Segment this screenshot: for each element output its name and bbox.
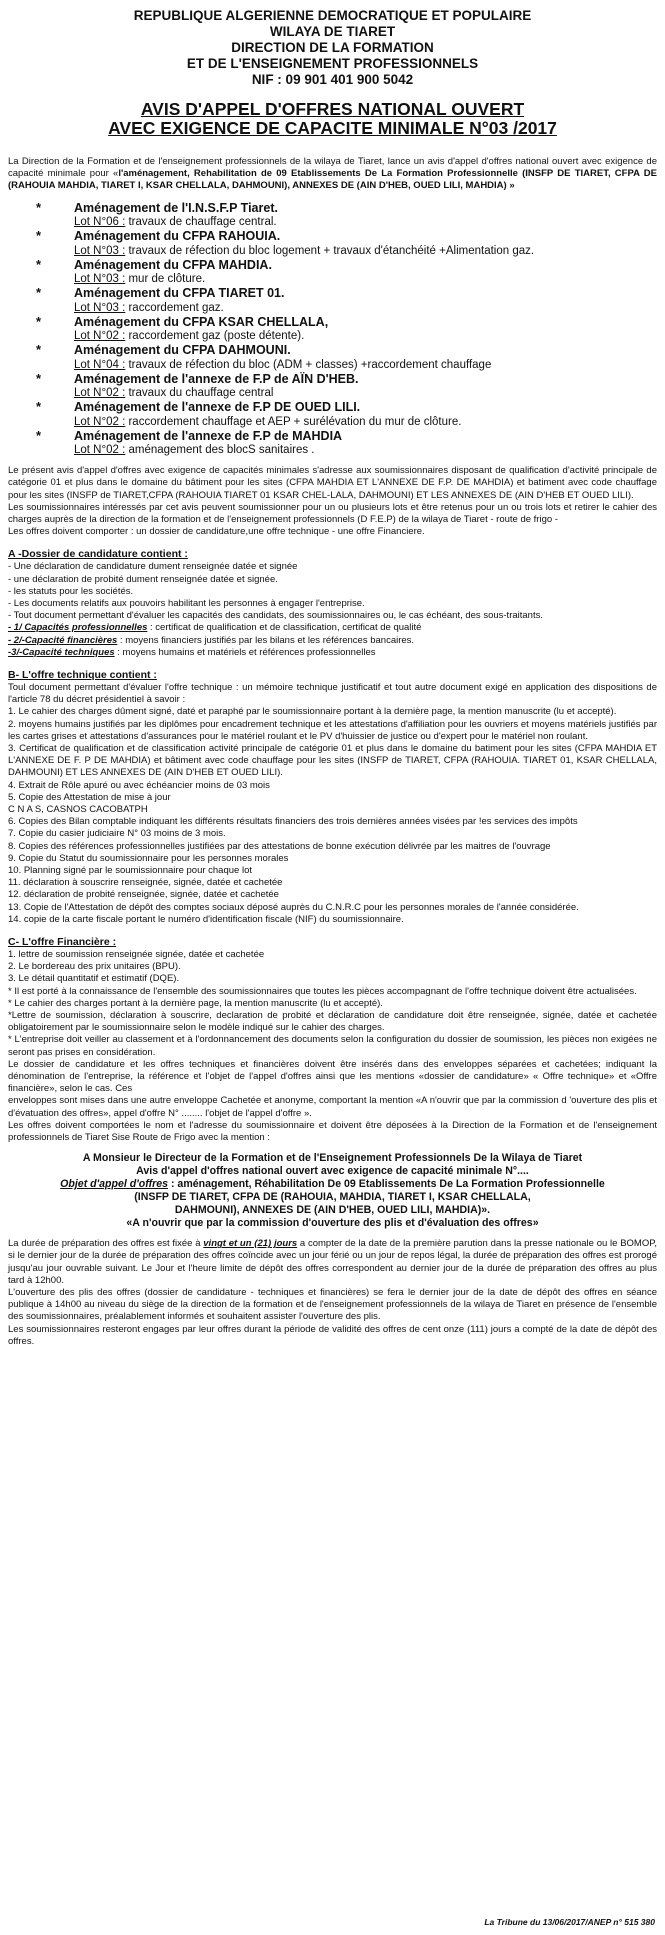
section-b-items [8,706,657,926]
intro-text: La Direction de la Formation et de l'enseignement professionnels de la wilaya de Tiaret, lance un avis d'appel d'offres national ouvert avec exigence de capacité minimale pour « [8,156,657,180]
technical-offer-item: 2. moyens humains justifiés par les diplômes pour encadrement technique et les attestations d'affiliation pour les ouvriers et moyens matériels justifiés par les cartes grises et attestations d'assurances pour le matériel roulant et le PV d'huissier de justice ou d'expert pour le matériel non roulant. [8,718,657,742]
address-mention: «A n'ouvrir que par la commission d'ouverture des plis et d'évaluation des offres» [126,1217,539,1230]
lot-title: Aménagement du CFPA RAHOUIA. [74,229,281,244]
lot-item [8,229,657,258]
technical-offer-item: 7. Copie du casier judiciaire N° 03 moins de 3 mois. [8,828,226,840]
offer-composition-paragraph: Les offres doivent comporter : un dossier de candidature,une offre technique - une offre Financiere. [8,526,425,538]
address-recipient: A Monsieur le Directeur de la Formation et de l'Enseignement Professionnels De la Wilaya de Tiaret [82,1152,583,1165]
bullet-star-icon: * [36,285,42,301]
lot-number: Lot N°03 : [74,273,126,286]
title-line: AVIS D'APPEL D'OFFRES NATIONAL OUVERT [140,99,525,119]
lot-description [74,386,657,400]
address-block [8,1152,657,1230]
lot-number: Lot N°02 : [74,444,126,457]
lots-list [8,201,657,458]
lot-work: raccordement chauffage et AEP + surélévation du mur de clôture. [125,415,462,428]
address-object-line: DAHMOUNI), ANNEXES DE (AIN D'HEB, OUED LILI, MAHDIA)». [174,1204,491,1217]
lot-description [74,443,657,457]
lot-item [8,343,657,372]
issuer-header [8,8,657,88]
financial-offer-item: * Il est porté à la connaissance de l'ensemble des soumissionnaires que toutes les pièces accompagnant de l'offre technique doivent être actualisées. [8,985,637,997]
lot-title: Aménagement de l'annexe de F.P de MAHDIA [74,428,343,443]
header-line: DIRECTION DE LA FORMATION [231,40,434,55]
bullet-star-icon: * [36,256,42,272]
capacity-item [8,647,657,659]
capacity-text: : moyens humains et matériels et références professionnelles [114,646,376,658]
lot-description [74,415,657,429]
header-nif: NIF : 09 901 401 900 5042 [251,72,414,87]
closing-opening: L'ouverture des plis des offres (dossier de candidature - techniques et financières) se fera le dernier jour de la date de dépôt des offres en séance publique à 14h00 au niveau du siège de la direction de la formation et de l'enseignement professionnels de la wilaya de Tiaret en présence de l'ensemble des soumissionnaires, préalablement informés et souhaitent assister l'ouverture des plis. [8,1287,657,1323]
section-b-heading: B- L'offre technique contient : [8,668,157,681]
candidature-item: - Tout document permettant d'évaluer les capacités des candidats, des soumissionnaires ou, le cas échéant, des sous-traitants. [8,610,543,622]
lot-number: Lot N°02 : [74,415,126,428]
lot-number: Lot N°03 : [74,244,126,257]
technical-offer-item: 3. Certificat de qualification et de classification activité principale de catégorie 01 et plus dans le domaine du batiment pour les sites (CFPA MAHDIA ET L'ANNEXE DE F. P DE MAHDIA) et bâtiment avec code chauffage pour les sites (INSFP de TIARET, CFPA (RAHOUIA. TIARET 01, KSAR CHELLALA, DAHMOUNI) ET LES ANNEXES DE (AIN D'HEB ET OUED LILI). [8,742,657,779]
lot-item [8,315,657,344]
section-a-capacities [8,622,657,659]
technical-offer-item: 4. Extrait de Rôle apuré ou avec échéancier moins de 03 mois [8,779,270,791]
financial-offer-item: 2. Le bordereau des prix unitaires (BPU). [8,961,181,973]
lot-title: Aménagement de l'annexe de F.P DE OUED LILI. [74,400,361,415]
bullet-star-icon: * [36,199,42,215]
eligibility-paragraph: Les soumissionnaires intéressés par cet avis peuvent soumissionner pour un ou plusieurs lots et être retenus pour un ou trois lots et retirer le cahier des charges auprès de la direction de la formation et de l'enseignement professionnels (D F.E.P) de la wilaya de Tiaret - route de frigo - [8,501,657,525]
lot-work: raccordement gaz. [125,301,224,314]
lot-number: Lot N°02 : [74,330,126,343]
closing-duration-value: vingt et un (21) jours [203,1238,298,1250]
title-line: AVEC EXIGENCE DE CAPACITE MINIMALE N°03 /2017 [108,118,557,138]
technical-offer-item: 10. Planning signé par le soumissionnaire pour chaque lot [8,865,252,876]
bullet-star-icon: * [36,370,42,386]
object-label: Objet d'appel d'offres [60,1178,169,1191]
section-b-intro: Toul document permettant d'évaluer l'offre technique : un mémoire technique justificatif et tout autre document exigé en application des dispositions de l'article 78 du décret présidentiel à savoir : [8,681,657,706]
lot-work: travaux du chauffage central [125,387,274,400]
lot-description [74,272,657,286]
object-text: : aménagement, Réhabilitation De 09 Etablissements De La Formation Professionnelle [168,1178,605,1191]
lot-item [8,201,657,230]
section-c-items [8,949,657,1144]
lot-work: travaux de chauffage central. [125,216,277,229]
lot-title: Aménagement de l'annexe de F.P de AÏN D'HEB. [74,371,359,386]
technical-offer-item: 1. Le cahier des charges dûment signé, daté et paraphé par le soumissionnaire portant à la dernière page, la mention manuscrite (lu et accepté). [8,706,617,718]
technical-offer-item: 9. Copie du Statut du soumissionnaire pour les personnes morales [8,852,289,864]
lot-number: Lot N°02 : [74,387,126,400]
publication-footer: La Tribune du 13/06/2017/ANEP n° 515 380 [484,1917,655,1927]
capacity-item [8,622,657,634]
capacity-label: - 1/ Capacités professionnelles [8,622,148,634]
technical-offer-item: C N A S, CASNOS CACOBATPH [8,803,148,815]
address-object [8,1178,657,1191]
lot-item [8,429,657,458]
closing-text: a compter de la date de la première parution dans la presse nationale ou le BOMOP, si le dernier jour de la durée de préparation des offres coïncide avec un jour férié ou un jour de repos légal, la durée de préparation des offres est prorogé jusqu'au jour ouvrable suivant. Le Jour et l'heure limite de dépôt des offres correspondent au dernier jour de la durée de préparation des offres au plus tard à 12h00. [8,1238,657,1286]
lot-item [8,286,657,315]
header-line: ET DE L'ENSEIGNEMENT PROFESSIONNELS [186,56,479,71]
lot-work: travaux de réfection du bloc (ADM + classes) +raccordement chauffage [125,358,492,371]
candidature-item: - Les documents relatifs aux pouvoirs habilitant les personnes à engager l'entreprise. [8,597,365,609]
technical-offer-item: 8. Copies des références professionnelles justifiées par des attestations de bonne exécution délivrée par les maitres de l'ouvrage [8,840,551,852]
section-a-heading: A -Dossier de candidature contient : [8,548,188,561]
technical-offer-item: 13. Copie de l'Attestation de dépôt des comptes sociaux déposé auprès du C.N.R.C pour les personnes morales de l'année considérée. [8,901,579,913]
financial-offer-item: *Lettre de soumission, déclaration à souscrire, declaration de probité et déclaration de candidature doit être renseignée, signée, datée et cachetée obligatoirement par le soumissionnaire selon le modèle indiqué sur le cahier des charges. [8,1010,657,1034]
lot-description [74,358,657,372]
lot-work: mur de clôture. [125,273,206,286]
qualification-paragraph: Le présent avis d'appel d'offres avec exigence de capacités minimales s'adresse aux soumissionnaires disposant de qualification d'activité principale de catégorie 01 et plus dans le domaine du bâtiment pour les sites (CFPA MAHDIA ET L'ANNEXE DE F.P. DE MAHDIA) et batiment avec code chauffage pour les sites (INSFP de TIARET,CFPA (RAHOUIA TIARET 01 KSAR CHEL-LALA, DAHMOUNI) ET LES ANNEXES DE (AIN D'HEB ET OUED LILI). [8,465,657,501]
technical-offer-item: 11. déclaration à souscrire renseignée, signée, datée et cachetée [8,877,283,889]
financial-offer-item: * Le cahier des charges portant à la dernière page, la mention manuscrite (lu et accepté). [8,997,383,1009]
closing-validity: Les soumissionnaires resteront engages par leur offres durant la période de validité des offres de cent onze (111) jours a compté de la date de dépôt des offres. [8,1323,657,1347]
lot-number: Lot N°04 : [74,358,126,371]
lot-work: travaux de réfection du bloc logement + travaux d'étanchéité +Alimentation gaz. [125,244,535,257]
bullet-star-icon: * [36,313,42,329]
technical-offer-item: 14. copie de la carte fiscale portant le numéro d'identification fiscale (NIF) du soumissionnaire. [8,913,404,925]
lot-title: Aménagement du CFPA KSAR CHELLALA, [74,314,329,329]
financial-offer-item: Les offres doivent comportées le nom et l'adresse du soumissionnaire et doivent être déposées à la Direction de la Formation et de l'enseignement professionnels de Tiaret Sise Route de Frigo avec la mention : [8,1119,657,1144]
lot-description [74,244,657,258]
financial-offer-item: 1. lettre de soumission renseignée signée, datée et cachetée [8,949,265,961]
capacity-item [8,635,657,647]
lot-number: Lot N°03 : [74,301,126,314]
header-line: WILAYA DE TIARET [269,24,396,39]
capacity-text: : certificat de qualification et de classification, certificat de qualité [147,622,422,634]
capacity-text: : moyens financiers justifiés par les bilans et les références bancaires. [117,634,415,646]
technical-offer-item: 6. Copies des Bilan comptable indiquant les différents résultats financiers des trois dernières années visées par !es services des impôts [8,816,578,828]
notice-title [8,100,657,138]
bullet-star-icon: * [36,399,42,415]
header-line: REPUBLIQUE ALGERIENNE DEMOCRATIQUE ET POPULAIRE [133,8,532,23]
lot-item [8,400,657,429]
technical-offer-item: 12. déclaration de probité renseignée, signée, datée et cachetée [8,889,279,901]
section-a-items [8,561,657,622]
bullet-star-icon: * [36,228,42,244]
intro-bold: l'aménagement, Rehabilitation de 09 Etablissements De La Formation Professionnelle (INSFP DE TIARET, CFPA DE (RAHOUIA MAHDIA, TIARET I, KSAR CHELLALA, DAHMOUNI), ANNEXES DE (AIN D'HEB, OUED LILI, MAHDIA) » [8,168,657,192]
financial-offer-item: enveloppes sont mises dans une autre enveloppe Cachetée et anonyme, comportant la mention «A n'ouvrir que par la commission d 'ouverture des plis et d'évatuation des offres», appel d'offre N° ........ l'objet de l'appel d'offre ». [8,1095,657,1119]
lot-title: Aménagement du CFPA MAHDIA. [74,257,272,272]
lot-description [74,215,657,229]
section-c-heading: C- L'offre Financière : [8,936,117,949]
technical-offer-item: 5. Copie des Attestation de mise à jour [8,791,171,803]
closing-duration [8,1238,657,1287]
lot-work: aménagement des blocS sanitaires . [125,444,315,457]
lot-title: Aménagement du CFPA DAHMOUNI. [74,343,291,358]
capacity-label: -3/-Capacité techniques [8,646,115,658]
lot-title: Aménagement de l'I.N.S.F.P Tiaret. [74,200,278,215]
lot-description [74,329,657,343]
bullet-star-icon: * [36,342,42,358]
financial-offer-item: Le dossier de candidature et les offres techniques et financières doivent être insérés dans des enveloppes séparées et cachetées; indiquant la dénomination de l'entreprise, la référence et l'objet de l'appel d'offres ainsi que les mentions «dossier de candidature» « Offre technique» et «Offre financière», selon le cas. Ces [8,1058,657,1095]
closing-text: La durée de préparation des offres est fixée à [8,1238,204,1250]
candidature-item: - Une déclaration de candidature dument renseignée datée et signée [8,561,298,573]
lot-item [8,258,657,287]
capacity-label: - 2/-Capacité financières [8,634,118,646]
lot-number: Lot N°06 : [74,216,126,229]
address-notice-ref: Avis d'appel d'offres national ouvert avec exigence de capacité minimale N°.... [136,1165,529,1178]
address-object-line: (INSFP DE TIARET, CFPA DE (RAHOUIA, MAHDIA, TIARET I, KSAR CHELLALA, [134,1191,531,1204]
candidature-item: - une déclaration de probité dument renseignée datée et signée. [8,573,278,585]
bullet-star-icon: * [36,427,42,443]
candidature-item: - les statuts pour les sociétés. [8,585,134,597]
intro-paragraph [8,156,657,193]
lot-description [74,301,657,315]
lot-title: Aménagement du CFPA TIARET 01. [74,286,285,301]
financial-offer-item: 3. Le détail quantitatif et estimatif (DQE). [8,973,180,985]
lot-item [8,372,657,401]
financial-offer-item: * L'entreprise doit veiller au classement et à l'ordonnancement des documents selon la configuration du dossier de soumission, les pièces non exigées ne seront pas prises en considération. [8,1034,657,1058]
lot-work: raccordement gaz (poste détente). [125,330,305,343]
